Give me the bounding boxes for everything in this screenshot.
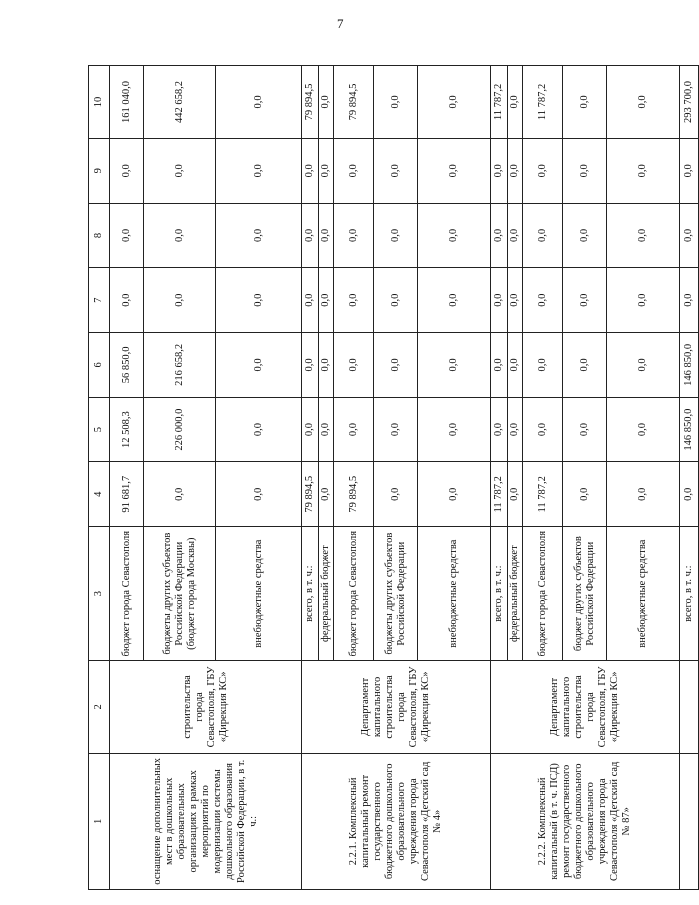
value-cell: 0,0 [508, 397, 523, 462]
value-cell: 0,0 [418, 397, 491, 462]
value-cell: 0,0 [563, 66, 607, 139]
value-cell: 0,0 [216, 462, 302, 527]
funding-source-cell: всего, в т. ч.: [302, 527, 319, 661]
table-row [302, 66, 319, 890]
value-cell: 0,0 [374, 268, 418, 333]
header-cell: 4 [89, 462, 110, 527]
value-cell: 0,0 [319, 203, 334, 268]
value-cell: 0,0 [334, 203, 374, 268]
value-cell: 161 040,0 [110, 66, 144, 139]
value-cell: 0,0 [563, 397, 607, 462]
value-cell: 0,0 [334, 333, 374, 398]
value-cell: 0,0 [563, 462, 607, 527]
value-cell: 0,0 [216, 203, 302, 268]
value-cell: 0,0 [607, 462, 680, 527]
value-cell: 0,0 [491, 203, 508, 268]
value-cell: 0,0 [374, 333, 418, 398]
funding-source-cell: федеральный бюджет [319, 527, 334, 661]
rotated-table-content [88, 65, 694, 890]
value-cell: 0,0 [319, 333, 334, 398]
value-cell: 0,0 [680, 138, 699, 203]
measure-name-cell [680, 753, 699, 889]
funding-source-cell: федеральный бюджет [508, 527, 523, 661]
funding-source-cell: всего, в т. ч.: [680, 527, 699, 661]
value-cell: 0,0 [491, 333, 508, 398]
value-cell: 146 850,0 [680, 397, 699, 462]
value-cell: 0,0 [607, 268, 680, 333]
value-cell: 11 787,2 [523, 66, 563, 139]
funding-table [88, 65, 699, 890]
value-cell: 0,0 [418, 203, 491, 268]
value-cell: 0,0 [523, 138, 563, 203]
value-cell: 0,0 [216, 138, 302, 203]
value-cell: 56 850,0 [110, 333, 144, 398]
value-cell: 0,0 [110, 138, 144, 203]
header-cell: 8 [89, 203, 110, 268]
value-cell: 11 787,2 [523, 462, 563, 527]
measure-name-cell: 2.2.2. Комплексный капитальный (в т. ч. ПСД) ремонт государственного бюджетного дошкольного образовательного учреждения города Севастополя «Детский сад № 87» [491, 753, 680, 889]
value-cell: 0,0 [374, 462, 418, 527]
value-cell: 79 894,5 [334, 462, 374, 527]
value-cell: 0,0 [216, 66, 302, 139]
value-cell: 226 000,0 [144, 397, 216, 462]
funding-source-cell: внебюджетные средства [607, 527, 680, 661]
value-cell: 0,0 [508, 66, 523, 139]
value-cell: 0,0 [523, 268, 563, 333]
value-cell: 79 894,5 [302, 66, 319, 139]
value-cell: 0,0 [680, 462, 699, 527]
value-cell: 0,0 [491, 138, 508, 203]
executor-cell [680, 661, 699, 753]
value-cell: 79 894,5 [334, 66, 374, 139]
value-cell: 11 787,2 [491, 66, 508, 139]
value-cell: 0,0 [607, 138, 680, 203]
rotated-table-frame [88, 65, 694, 890]
value-cell: 0,0 [508, 333, 523, 398]
header-cell: 1 [89, 753, 110, 889]
value-cell: 0,0 [144, 138, 216, 203]
header-cell: 5 [89, 397, 110, 462]
header-cell: 9 [89, 138, 110, 203]
value-cell: 0,0 [144, 203, 216, 268]
value-cell: 0,0 [418, 333, 491, 398]
value-cell: 0,0 [374, 66, 418, 139]
value-cell: 79 894,5 [302, 462, 319, 527]
value-cell: 0,0 [508, 138, 523, 203]
value-cell: 146 850,0 [680, 333, 699, 398]
header-cell: 3 [89, 527, 110, 661]
value-cell: 0,0 [216, 397, 302, 462]
value-cell: 293 700,0 [680, 66, 699, 139]
value-cell: 0,0 [319, 462, 334, 527]
value-cell: 0,0 [302, 138, 319, 203]
value-cell: 0,0 [563, 268, 607, 333]
header-cell: 10 [89, 66, 110, 139]
executor-cell: строительства города Севастополя, ГБУ «Дирекция КС» [110, 661, 302, 753]
value-cell: 0,0 [508, 203, 523, 268]
value-cell: 0,0 [418, 462, 491, 527]
value-cell: 0,0 [319, 138, 334, 203]
funding-source-cell: внебюджетные средства [216, 527, 302, 661]
value-cell: 0,0 [607, 397, 680, 462]
value-cell: 12 508,3 [110, 397, 144, 462]
header-cell: 7 [89, 268, 110, 333]
funding-source-cell: бюджет города Севастополя [523, 527, 563, 661]
value-cell: 11 787,2 [491, 462, 508, 527]
value-cell: 0,0 [523, 397, 563, 462]
funding-source-cell: бюджет других субъектов Российской Федерации [563, 527, 607, 661]
value-cell: 0,0 [374, 203, 418, 268]
value-cell: 0,0 [607, 66, 680, 139]
funding-source-cell: бюджеты других субъектов Российской Федерации (бюджет города Москвы) [144, 527, 216, 661]
executor-cell: Департамент капитального строительства города Севастополя, ГБУ «Дирекция КС» [491, 661, 680, 753]
value-cell: 0,0 [563, 203, 607, 268]
table-row [491, 66, 508, 890]
value-cell: 0,0 [418, 66, 491, 139]
value-cell: 0,0 [607, 333, 680, 398]
value-cell: 0,0 [374, 397, 418, 462]
value-cell: 0,0 [319, 268, 334, 333]
value-cell: 91 681,7 [110, 462, 144, 527]
value-cell: 0,0 [508, 462, 523, 527]
value-cell: 0,0 [302, 203, 319, 268]
value-cell: 0,0 [334, 397, 374, 462]
value-cell: 0,0 [418, 138, 491, 203]
value-cell: 0,0 [680, 268, 699, 333]
page-number: 7 [337, 16, 344, 31]
value-cell: 0,0 [607, 203, 680, 268]
value-cell: 0,0 [491, 397, 508, 462]
header-cell: 6 [89, 333, 110, 398]
measure-name-cell: 2.2.1. Комплексный капитальный ремонт государственного бюджетного дошкольного образовательного учреждения города Севастополя «Детский сад № 4» [302, 753, 491, 889]
value-cell: 0,0 [563, 138, 607, 203]
value-cell: 0,0 [319, 66, 334, 139]
value-cell: 0,0 [334, 138, 374, 203]
value-cell: 0,0 [302, 333, 319, 398]
table-body [110, 66, 699, 890]
header-cell: 2 [89, 661, 110, 753]
funding-source-cell: бюджет города Севастополя [334, 527, 374, 661]
funding-source-cell: всего, в т. ч.: [491, 527, 508, 661]
value-cell: 0,0 [523, 333, 563, 398]
value-cell: 0,0 [418, 268, 491, 333]
value-cell: 0,0 [334, 268, 374, 333]
value-cell: 0,0 [144, 268, 216, 333]
table-row [110, 66, 144, 890]
value-cell: 0,0 [374, 138, 418, 203]
value-cell: 0,0 [144, 462, 216, 527]
value-cell: 216 658,2 [144, 333, 216, 398]
value-cell: 0,0 [110, 203, 144, 268]
funding-source-cell: бюджет города Севастополя [110, 527, 144, 661]
funding-source-cell: бюджеты других субъектов Российской Федерации [374, 527, 418, 661]
table-row [680, 66, 699, 890]
value-cell: 0,0 [110, 268, 144, 333]
value-cell: 0,0 [302, 268, 319, 333]
header-row [89, 66, 110, 890]
value-cell: 0,0 [216, 268, 302, 333]
funding-source-cell: внебюджетные средства [418, 527, 491, 661]
value-cell: 0,0 [319, 397, 334, 462]
value-cell: 0,0 [508, 268, 523, 333]
value-cell: 0,0 [302, 397, 319, 462]
value-cell: 0,0 [491, 268, 508, 333]
executor-cell: Департамент капитального строительства города Севастополя, ГБУ «Дирекция КС» [302, 661, 491, 753]
value-cell: 0,0 [563, 333, 607, 398]
value-cell: 0,0 [523, 203, 563, 268]
value-cell: 0,0 [680, 203, 699, 268]
measure-name-cell: оснащение дополнительных мест в дошкольных образовательных организациях в рамках мероприятий по модернизации системы дошкольного образования Российской Федерации, в т. ч.: [110, 753, 302, 889]
value-cell: 0,0 [216, 333, 302, 398]
value-cell: 442 658,2 [144, 66, 216, 139]
